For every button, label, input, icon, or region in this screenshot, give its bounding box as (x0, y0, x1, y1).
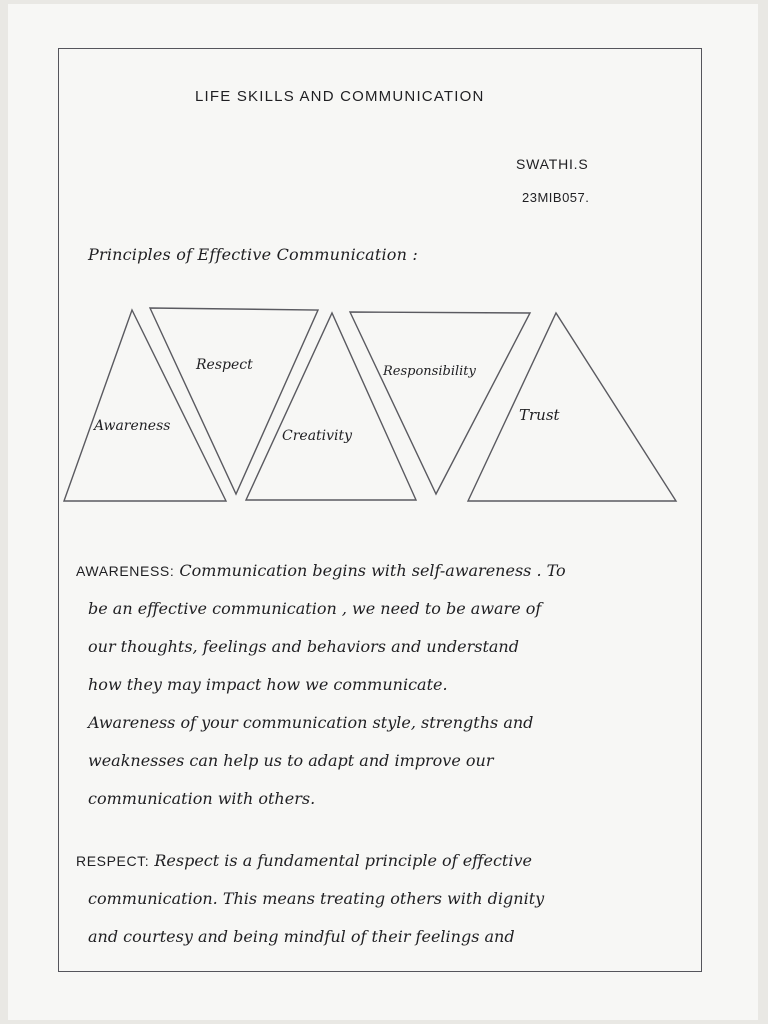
awareness-paragraph (76, 552, 688, 818)
label-responsibility: Responsibility (383, 364, 476, 379)
paragraph-line: weaknesses can help us to adapt and improve our (88, 751, 494, 770)
paragraph-line: communication with others. (88, 789, 316, 808)
label-awareness: Awareness (94, 418, 171, 434)
section-heading: Principles of Effective Communication : (88, 245, 418, 264)
paragraph-line: and courtesy and being mindful of their feelings and (88, 927, 515, 946)
label-trust: Trust (519, 406, 560, 424)
paragraph-line: communication. This means treating others with dignity (88, 889, 545, 908)
register-number: 23MIB057. (522, 190, 590, 205)
awareness-label: AWARENESS: (76, 563, 175, 579)
paragraph-first-line: RESPECT: Respect is a fundamental principle of effective (76, 851, 532, 870)
paragraph-line: Awareness of your communication style, strengths and (88, 713, 534, 732)
document-title: LIFE SKILLS AND COMMUNICATION (195, 88, 485, 105)
paragraph-line: how they may impact how we communicate. (88, 675, 448, 694)
author-name: SWATHI.S (516, 156, 589, 172)
paragraph-first-line: AWARENESS: Communication begins with self-awareness . To (76, 561, 566, 580)
label-respect: Respect (196, 357, 253, 373)
label-creativity: Creativity (282, 428, 353, 444)
respect-label: RESPECT: (76, 853, 150, 869)
respect-paragraph (76, 842, 688, 956)
paragraph-line: our thoughts, feelings and behaviors and understand (88, 637, 519, 656)
paragraph-line: be an effective communication , we need to be aware of (88, 599, 542, 618)
page-border (58, 48, 702, 972)
